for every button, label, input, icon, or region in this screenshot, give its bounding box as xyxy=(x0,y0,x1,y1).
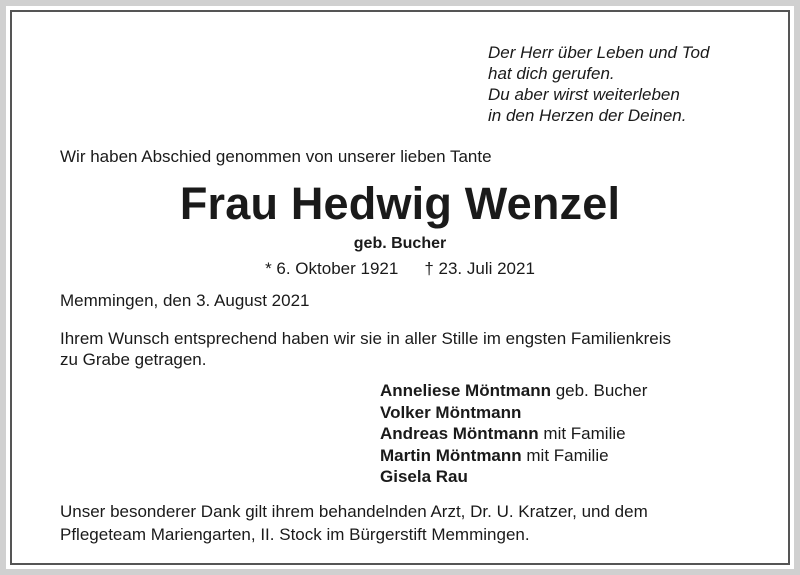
mourner xyxy=(380,423,647,445)
mourner-suffix: geb. Bucher xyxy=(550,381,648,400)
place-date: Memmingen, den 3. August 2021 xyxy=(60,291,310,310)
wish-text xyxy=(60,328,750,370)
mourner-suffix: mit Familie xyxy=(538,424,626,444)
poem xyxy=(488,42,778,126)
maiden-name: geb. Bucher xyxy=(353,235,447,252)
mourner xyxy=(380,402,647,424)
mourner-name: Andreas Möntmann xyxy=(380,424,539,444)
thanks-line: Unser besonderer Dank gilt ihrem behandelnden Arzt, Dr. U. Kratzer, und dem xyxy=(60,502,648,521)
mourner-name: Gisela Rau xyxy=(380,467,468,487)
life-dates xyxy=(0,258,800,279)
deceased-name: Frau Hedwig Wenzel xyxy=(179,178,621,229)
poem-line: Du aber wirst weiterleben xyxy=(488,85,680,104)
poem-line: hat dich gerufen. xyxy=(488,64,615,83)
wish-line: Ihrem Wunsch entsprechend haben wir sie in aller Stille im engsten Familienkreis xyxy=(60,329,672,348)
intro-text: Wir haben Abschied genommen von unserer lieben Tante xyxy=(60,147,492,166)
thanks-line: Pflegeteam Mariengarten, II. Stock im Bürgerstift Memmingen. xyxy=(60,525,530,544)
mourner xyxy=(380,466,647,488)
mourner-name: Anneliese Möntmann xyxy=(380,381,551,400)
thanks-text xyxy=(60,500,743,546)
mourner-name: Martin Möntmann xyxy=(380,445,522,465)
death-date: † 23. Juli 2021 xyxy=(424,259,535,278)
mourner-suffix: mit Familie xyxy=(521,445,609,465)
mourners-list xyxy=(380,380,647,488)
poem-line: in den Herzen der Deinen. xyxy=(488,106,687,125)
poem-line: Der Herr über Leben und Tod xyxy=(488,43,710,62)
mourner xyxy=(380,445,647,467)
wish-line: zu Grabe getragen. xyxy=(60,350,207,369)
birth-date: * 6. Oktober 1921 xyxy=(265,259,399,278)
mourner xyxy=(380,380,647,402)
mourner-name: Volker Möntmann xyxy=(380,402,522,422)
